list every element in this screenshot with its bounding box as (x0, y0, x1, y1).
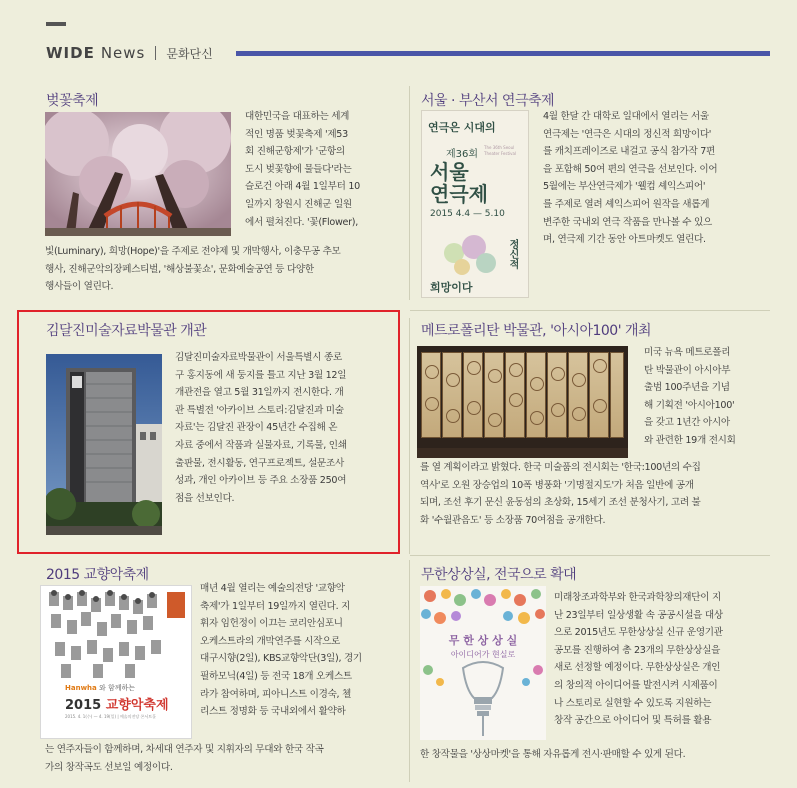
screen-base (417, 448, 628, 458)
cherry-text-narrow: 대한민국을 대표하는 세계 적인 명품 벚꽃축제 '제53 회 진해군항제'가 '군항의 도시 벚꽃향에 물들다'라는 슬로건 아래 4월 1일부터 10 일까지 창원시 진해군 일원 에서 펼쳐진다. '꽃(Flower), (245, 111, 360, 228)
performers-grid-icon (47, 590, 165, 680)
article-title: 2015 교향악축제 (46, 567, 149, 583)
row-divider (410, 555, 770, 556)
article-title: 서울 · 부산서 연극축제 (421, 93, 555, 109)
article-title: 벚꽃축제 (46, 93, 99, 109)
header-section: 문화단신 (166, 46, 213, 61)
orchestra-festival-poster: Hanwha 와 함께하는 2015 교향악축제 2015. 4. 1(수) — 4. 19(일) | 예술의전당 콘서트홀 (40, 585, 192, 739)
metro-text-wide: 를 열 계획이라고 밝혔다. 한국 미술품의 전시회는 '한국:100년의 수집 역사'로 오원 장승업의 10폭 병풍화 '기명절지도'가 처음 일반에 공개 되며, 조선 후기 문신 윤동섬의 초상화, 15세기 조선 분청사기, 고려 불 화 '수월관음도' 등 소장품 70여점을 공개한다. (420, 462, 701, 526)
poster-accent (167, 592, 185, 618)
orchestra-text-narrow: 매년 4월 열리는 예술의전당 '교향악 축제'가 1일부터 19일까지 열린다. 지 휘자 임헌정이 이끄는 코리안심포니 오케스트라의 개막연주를 시작으로 대구시향(2일), KBS교향악단(3일), 경기 필하모닉(4일) 등 전국 18개 오케스트 라가 참여하며, 피아니스트 이경숙, 첼 리스트 정명화 등 국내외에서 활약하 (200, 583, 362, 718)
row-divider (410, 310, 770, 311)
museum-building-photo (46, 354, 162, 535)
article-title: 무한상상실, 전국으로 확대 (421, 567, 577, 583)
article-title: 메트로폴리탄 박물관, '아시아100' 개최 (421, 323, 652, 339)
cherry-text-wide: 빛(Luminary), 희망(Hope)'을 주제로 전야제 및 개막행사, 이충무공 추모 행사, 진해군악의장페스티벌, '해상불꽃쇼', 문화예술공연 등 다양한 행사들이 열린다. (45, 246, 341, 293)
metro-text-narrow: 미국 뉴욕 메트로폴리 탄 박물관이 아시아부 출범 100주년을 기념 해 기획전 '아시아100' 을 갖고 1년간 아시아 와 관련한 19개 전시회 (644, 347, 736, 446)
header-rule (236, 51, 770, 56)
header-news: News (100, 44, 146, 62)
idea-lab-poster: 무 한 상 상 실 아이디어가 현실로 (420, 586, 546, 740)
header-mark (46, 22, 66, 26)
article-title: 김달진미술자료박물관 개관 (46, 323, 207, 339)
infinite-text-wide: 한 창작물을 '상상마켓'을 통해 자유롭게 전시·판매할 수 있게 된다. (420, 749, 686, 760)
column-divider (409, 86, 410, 300)
header-divider (155, 46, 156, 60)
museum-text: 김달진미술자료박물관이 서울특별시 종로 구 홍지동에 새 둥지를 틀고 지난 3월 12일 개관전을 열고 5월 31일까지 전시한다. 개 관 특별전 '아카이브 스토리:김달진과 미술 자료'는 김달진 관장이 45년간 수집해 온 자료 중에서 작품과 실물자료, 기록물, 인쇄 출판물, 전시활동, 연구프로젝트, 설문조사 성과, 개인 아카이브 등 주요 소장품 250여 점을 선보인다. (175, 352, 347, 504)
column-divider (409, 318, 410, 554)
folding-screen-photo (417, 346, 628, 450)
decoration-icon (440, 229, 500, 277)
theater-festival-poster: 연극은 시대의 제36회 The 36th Seoul Theater Festival 서울 연극제 2015 4.4 — 5.10 정신적 희망이다 (421, 110, 529, 298)
header-wide: WIDE (46, 44, 95, 62)
infinite-text-narrow: 미래창조과학부와 한국과학창의재단이 지 난 23일부터 일상생활 속 공공시설을 대상 으로 2015년도 무한상상실 신규 운영기관 공모를 진행하여 총 23개의 무한상상실을 새로 선정할 예정이다. 무한상상실은 개인 의 창의적 아이디어를 발전시켜 시제품이 나 스토리로 실현할 수 있도록 지원하는 창작 공간으로 아이디어 및 특허를 활용 (554, 592, 723, 727)
column-divider (409, 560, 410, 782)
cherry-blossom-photo (45, 112, 231, 236)
orchestra-text-wide: 는 연주자들이 함께하며, 차세대 연주자 및 지휘자의 무대와 한국 작곡 가의 창작곡도 선보일 예정이다. (45, 744, 324, 773)
theater-text: 4월 한달 간 대학로 일대에서 열리는 서울 연극제는 '연극은 시대의 정신적 희망이다' 를 캐치프레이즈로 내걸고 공식 참가작 7편 을 포함해 50여 편의 연극을 선보인다. 이어 5월에는 부산연극제가 '웰컴 셰익스피어' 를 주제로 열려 셰익스피어 원작을 새롭게 변주한 국내외 연극 작품을 만나볼 수 있으 며, 연극제 기간 동안 아트마켓도 열린다. (543, 111, 718, 246)
page-header (46, 42, 213, 64)
lightbulb-icon (420, 586, 546, 740)
